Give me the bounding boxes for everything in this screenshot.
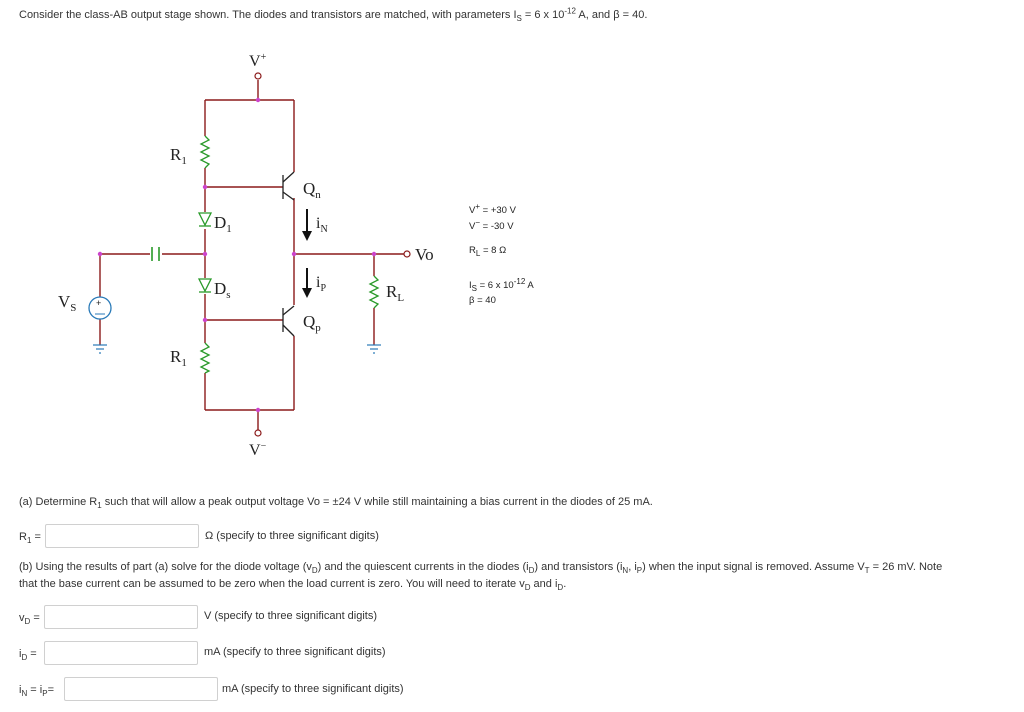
r1-top-label: $R_1$ [170,145,187,167]
r1-top-resistor [201,136,209,168]
source-plus-sign: + [96,298,102,308]
inp-answer-hint: mA (specify to three significant digits) [222,683,404,695]
r1-answer-label: $R_1$ = [19,531,41,546]
question-intro: Consider the class-AB output stage shown. The diodes and transistors are matched, with parameters $I_S = 6$ x $10^{-12}$ A, and β = 40. [19,6,648,24]
rl-resistor [370,276,378,308]
qn-label: $Q_n$ [303,179,321,201]
vo-label: Vo [415,245,434,264]
vd-answer-label: $v_D$ = [19,612,40,627]
part-b-question-line1: (b) Using the results of part (a) solve for the diode voltage $(v_D)$ and the quiescent currents in the diodes $(i_D)$ and transistors ($i_N$, $i_P$) when the input signal is removed. Assume $V_T = 26$ mV. Note [19,561,943,576]
vd-answer-input[interactable] [44,605,198,629]
param-rl: $R_L = 8$ Ω [469,245,507,258]
current-arrow-ip-head [302,288,312,298]
diode-d1 [199,213,211,225]
inp-answer-label: $i_N = i_P=$ [19,684,54,699]
transistor-qn [283,172,294,200]
qp-label: $Q_p$ [303,312,321,334]
vplus-label: V+ [249,52,267,70]
ground-source [93,345,107,353]
vs-label: $V_S$ [58,292,77,314]
vo-terminal [404,251,410,257]
circuit-nodes [98,98,376,412]
part-b-question-line2: that the base current can be assumed to be zero when the load current is zero. You will need to iterate $v_D$ and $i_D$. [19,578,567,593]
id-answer-label: $i_D$ = [19,648,37,663]
transistor-qp [283,306,294,336]
ground-load [367,345,381,353]
current-arrow-in-head [302,231,312,241]
param-is: $I_S = 6$ x $10^{-12}$ A [469,276,534,293]
inp-answer-input[interactable] [64,677,218,701]
param-vminus: V− = -30 V [469,217,514,232]
id-answer-hint: mA (specify to three significant digits) [204,646,386,658]
param-beta: β = 40 [469,295,496,306]
vminus-terminal [255,430,261,436]
r1-answer-input[interactable] [45,524,199,548]
vplus-terminal [255,73,261,79]
param-vplus: V+ = +30 V [469,201,516,216]
in-label: $i_N$ [316,215,328,235]
vd-answer-hint: V (specify to three significant digits) [204,610,378,622]
d1-label: $D_1$ [214,213,232,235]
diode-ds [199,279,211,291]
vminus-label: V− [249,441,267,459]
ds-label: $D_s$ [214,279,231,301]
id-answer-input[interactable] [44,641,198,665]
ip-label: $i_P$ [316,274,327,294]
input-capacitor [152,247,159,261]
r1-answer-hint: Ω (specify to three significant digits) [205,530,379,542]
r1-bottom-label: $R_1$ [170,347,187,369]
r1-bottom-resistor [201,343,209,373]
circuit-wires [100,80,404,430]
rl-label: $R_L$ [386,282,405,304]
part-a-question: (a) Determine $R_1$ such that will allow a peak output voltage Vo = ±24 V while still maintaining a bias current in the diodes of 25 mA. [19,496,653,511]
